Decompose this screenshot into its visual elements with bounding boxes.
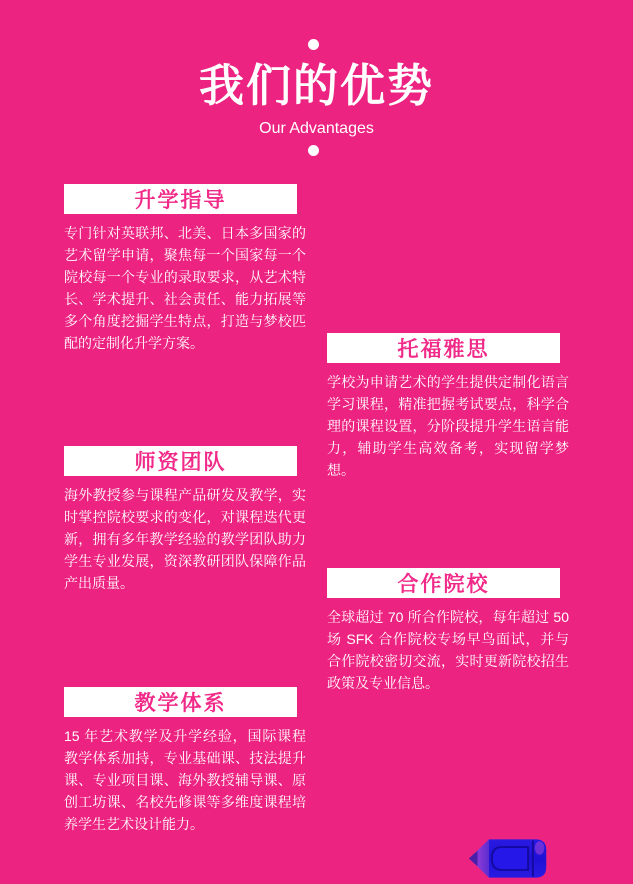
section-title: 合作院校 [327, 568, 560, 598]
section-body: 学校为申请艺术的学生提供定制化语言学习课程，精准把握考试要点，科学合理的课程设置，分阶段提升学生语言能力，辅助学生高效备考，实现留学梦想。 [327, 374, 569, 478]
pencil-icon [469, 838, 551, 879]
section-body: 全球超过 70 所合作院校，每年超过 50 场 SFK 合作院校专场早鸟面试，并与合作院校密切交流，实时更新院校招生政策及专业信息。 [327, 609, 569, 691]
page-title: 我们的优势 [198, 60, 434, 111]
section-body: 专门针对英联邦、北美、日本多国家的艺术留学申请，聚焦每一个国家每一个院校每一个专业的录取要求，从艺术特长、学术提升、社会责任、能力拓展等多个角度挖掘学生特点，打造与梦校匹配的定制化升学方案。 [64, 225, 306, 351]
section-faculty-team [64, 446, 306, 594]
dot-bottom-icon [308, 145, 319, 156]
page-subtitle: Our Advantages [259, 120, 374, 137]
dot-top-icon [308, 39, 319, 50]
section-title: 升学指导 [64, 184, 297, 214]
section-title: 托福雅思 [327, 333, 560, 363]
section-title: 师资团队 [64, 446, 297, 476]
section-education-guidance [64, 184, 306, 354]
section-partner-schools [327, 568, 569, 694]
section-teaching-system [64, 687, 306, 835]
section-title: 教学体系 [64, 687, 297, 717]
section-body: 海外教授参与课程产品研发及教学，实时掌控院校要求的变化，对课程迭代更新，拥有多年教学经验的教学团队助力学生专业发展，资深教研团队保障作品产出质量。 [64, 487, 306, 591]
section-body: 15 年艺术教学及升学经验，国际课程教学体系加持，专业基础课、技法提升课、专业项目课、海外教授辅导课、原创工坊课、名校先修课等多维度课程培养学生艺术设计能力。 [64, 728, 306, 832]
section-toefl-ielts [327, 333, 569, 481]
